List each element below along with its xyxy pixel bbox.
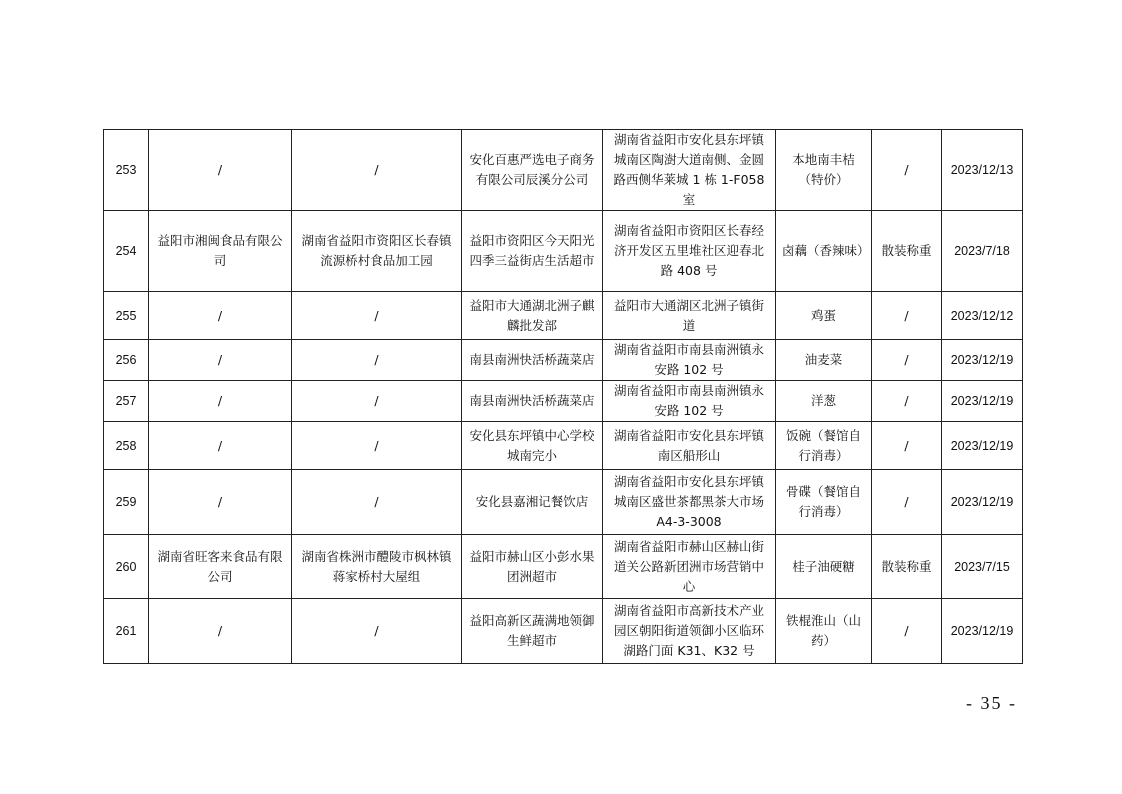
- cell-specification: /: [872, 340, 942, 381]
- cell-seller-address: 湖南省益阳市高新技术产业园区朝阳街道领御小区临环湖路门面 K31、K32 号: [603, 599, 776, 664]
- cell-food-name: 卤藕（香辣味）: [776, 211, 872, 292]
- cell-producer: 湖南省旺客来食品有限公司: [149, 535, 292, 599]
- cell-seller-address: 湖南省益阳市南县南洲镇永安路 102 号: [603, 381, 776, 422]
- cell-food-name: 饭碗（餐馆自行消毒）: [776, 422, 872, 470]
- cell-seller: 益阳市资阳区今天阳光四季三益街店生活超市: [462, 211, 603, 292]
- cell-seller: 安化县东坪镇中心学校城南完小: [462, 422, 603, 470]
- cell-specification: /: [872, 292, 942, 340]
- table-row: [104, 599, 1023, 664]
- table-row: [104, 422, 1023, 470]
- cell-producer-address: /: [292, 422, 462, 470]
- cell-producer: 益阳市湘闽食品有限公司: [149, 211, 292, 292]
- cell-producer-address: /: [292, 599, 462, 664]
- cell-seller: 益阳市赫山区小彭水果团洲超市: [462, 535, 603, 599]
- cell-seller-address: 湖南省益阳市安化县东坪镇城南区陶澍大道南侧、金圆路西侧华莱城 1 栋 1-F058 室: [603, 130, 776, 211]
- cell-producer-address: /: [292, 292, 462, 340]
- cell-seller-address: 湖南省益阳市赫山区赫山街道关公路新团洲市场营销中心: [603, 535, 776, 599]
- table-row: [104, 535, 1023, 599]
- cell-seller-address: 益阳市大通湖区北洲子镇街道: [603, 292, 776, 340]
- cell-production-date: 2023/12/19: [942, 381, 1023, 422]
- sampling-records-table: [103, 129, 1023, 664]
- table-row: [104, 292, 1023, 340]
- cell-producer-address: /: [292, 340, 462, 381]
- cell-number: 258: [104, 422, 149, 470]
- cell-production-date: 2023/12/19: [942, 422, 1023, 470]
- cell-number: 257: [104, 381, 149, 422]
- cell-production-date: 2023/12/19: [942, 340, 1023, 381]
- cell-number: 259: [104, 470, 149, 535]
- cell-food-name: 桂子油硬糖: [776, 535, 872, 599]
- cell-specification: /: [872, 381, 942, 422]
- cell-number: 254: [104, 211, 149, 292]
- cell-producer-address: 湖南省株洲市醴陵市枫林镇蒋家桥村大屋组: [292, 535, 462, 599]
- cell-specification: /: [872, 422, 942, 470]
- cell-producer: /: [149, 470, 292, 535]
- cell-producer: /: [149, 599, 292, 664]
- cell-producer: /: [149, 292, 292, 340]
- cell-specification: 散装称重: [872, 535, 942, 599]
- cell-production-date: 2023/12/12: [942, 292, 1023, 340]
- cell-production-date: 2023/12/19: [942, 470, 1023, 535]
- cell-number: 256: [104, 340, 149, 381]
- cell-producer-address: 湖南省益阳市资阳区长春镇流源桥村食品加工园: [292, 211, 462, 292]
- table-row: [104, 211, 1023, 292]
- cell-specification: /: [872, 599, 942, 664]
- cell-producer: /: [149, 340, 292, 381]
- cell-specification: /: [872, 130, 942, 211]
- cell-producer-address: /: [292, 381, 462, 422]
- cell-seller-address: 湖南省益阳市安化县东坪镇城南区盛世茶都黑茶大市场 A4-3-3008: [603, 470, 776, 535]
- cell-number: 261: [104, 599, 149, 664]
- table-row: [104, 130, 1023, 211]
- cell-seller: 安化百惠严选电子商务有限公司辰溪分公司: [462, 130, 603, 211]
- table-row: [104, 340, 1023, 381]
- cell-production-date: 2023/12/19: [942, 599, 1023, 664]
- table-row: [104, 381, 1023, 422]
- page-number: - 35 -: [966, 693, 1017, 713]
- cell-number: 255: [104, 292, 149, 340]
- cell-number: 260: [104, 535, 149, 599]
- cell-specification: 散装称重: [872, 211, 942, 292]
- cell-specification: /: [872, 470, 942, 535]
- cell-producer: /: [149, 381, 292, 422]
- cell-seller: 南县南洲快活桥蔬菜店: [462, 340, 603, 381]
- cell-seller-address: 湖南省益阳市安化县东坪镇南区船形山: [603, 422, 776, 470]
- cell-food-name: 铁棍淮山（山药）: [776, 599, 872, 664]
- cell-food-name: 本地南丰桔（特价）: [776, 130, 872, 211]
- table-row: [104, 470, 1023, 535]
- cell-seller-address: 湖南省益阳市资阳区长春经济开发区五里堆社区迎春北路 408 号: [603, 211, 776, 292]
- cell-production-date: 2023/7/15: [942, 535, 1023, 599]
- cell-producer-address: /: [292, 130, 462, 211]
- cell-number: 253: [104, 130, 149, 211]
- cell-seller: 益阳市大通湖北洲子麒麟批发部: [462, 292, 603, 340]
- cell-producer: /: [149, 422, 292, 470]
- cell-producer-address: /: [292, 470, 462, 535]
- cell-seller-address: 湖南省益阳市南县南洲镇永安路 102 号: [603, 340, 776, 381]
- cell-seller: 安化县嘉湘记餐饮店: [462, 470, 603, 535]
- cell-producer: /: [149, 130, 292, 211]
- cell-production-date: 2023/7/18: [942, 211, 1023, 292]
- cell-food-name: 鸡蛋: [776, 292, 872, 340]
- table-body: [104, 130, 1023, 664]
- cell-food-name: 骨碟（餐馆自行消毒）: [776, 470, 872, 535]
- cell-production-date: 2023/12/13: [942, 130, 1023, 211]
- cell-food-name: 油麦菜: [776, 340, 872, 381]
- cell-seller: 益阳高新区蔬满地领御生鲜超市: [462, 599, 603, 664]
- cell-food-name: 洋葱: [776, 381, 872, 422]
- cell-seller: 南县南洲快活桥蔬菜店: [462, 381, 603, 422]
